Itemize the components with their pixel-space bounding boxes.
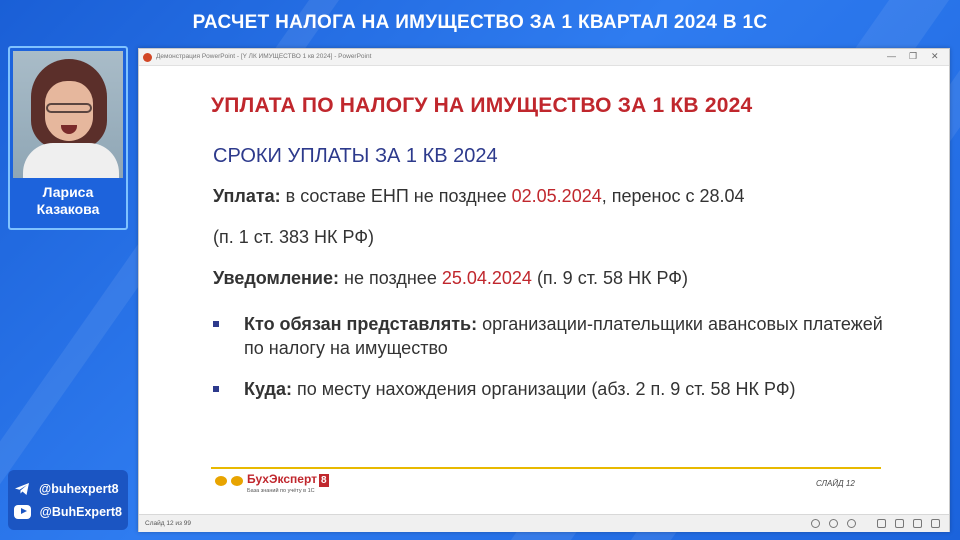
- logo-brand-number: 8: [321, 475, 327, 486]
- bullet-label: Кто обязан представлять:: [244, 314, 478, 334]
- bullet-text: по месту нахождения организации (абз. 2 п. 9 ст. 58 НК РФ): [291, 379, 796, 399]
- bullet-square-icon: [213, 386, 219, 392]
- presenter-name: [10, 184, 126, 218]
- payment-note: , перенос с 28.04: [601, 186, 745, 206]
- logo-brand-name: БухЭксперт: [247, 472, 317, 486]
- logo-tagline: База знаний по учёту в 1С: [247, 488, 315, 494]
- slide-number: СЛАЙД 12: [816, 479, 855, 488]
- slide-counter: Слайд 12 из 99: [145, 520, 192, 527]
- presenter-first-name: Лариса: [42, 184, 94, 200]
- youtube-icon: [14, 505, 31, 519]
- telegram-handle: @buhexpert8: [39, 481, 119, 496]
- window-title: Демонстрация PowerPoint - [Y ЛК ИМУЩЕСТВО 1 кв 2024] - PowerPoint: [156, 53, 372, 60]
- previous-slide-button[interactable]: [811, 519, 820, 528]
- notice-reference: (п. 9 ст. 58 НК РФ): [531, 268, 688, 288]
- status-bar: [139, 514, 949, 532]
- slide-subheading: СРОКИ УПЛАТЫ ЗА 1 КВ 2024: [213, 145, 498, 167]
- payment-line: [213, 186, 745, 207]
- reference-line: (п. 1 ст. 383 НК РФ): [213, 227, 375, 247]
- slide-sorter-button[interactable]: [895, 519, 904, 528]
- telegram-icon: [14, 481, 30, 497]
- minimize-button[interactable]: —: [887, 51, 896, 61]
- powerpoint-window: [138, 48, 950, 532]
- social-links: [8, 470, 128, 530]
- next-slide-button[interactable]: [847, 519, 856, 528]
- telegram-link[interactable]: [14, 477, 122, 500]
- page-title: РАСЧЕТ НАЛОГА НА ИМУЩЕСТВО ЗА 1 КВАРТАЛ 2024 В 1С: [192, 12, 768, 33]
- presenter-last-name: Казакова: [36, 201, 100, 217]
- notice-text: не позднее: [339, 268, 442, 288]
- payment-date: 02.05.2024: [511, 186, 602, 206]
- youtube-link[interactable]: [14, 500, 122, 523]
- restore-button[interactable]: ❐: [909, 51, 918, 61]
- reading-view-button[interactable]: [913, 519, 922, 528]
- close-button[interactable]: ✕: [931, 51, 939, 61]
- buhexpert-logo: [215, 473, 329, 497]
- youtube-handle: @BuhExpert8: [39, 504, 122, 519]
- payment-label: Уплата:: [213, 186, 281, 206]
- slide-heading: УПЛАТА ПО НАЛОГУ НА ИМУЩЕСТВО ЗА 1 КВ 2024: [211, 94, 753, 117]
- bullet-square-icon: [213, 321, 219, 327]
- owl-logo-icon: [215, 476, 243, 488]
- slide: [139, 66, 949, 514]
- payment-text: в составе ЕНП не позднее: [280, 186, 512, 206]
- notice-line: [213, 268, 688, 289]
- window-titlebar: [139, 49, 949, 66]
- notice-date: 25.04.2024: [441, 268, 532, 288]
- menu-button[interactable]: [829, 519, 838, 528]
- footer-divider: [211, 467, 881, 469]
- presenter-panel: [8, 46, 128, 230]
- normal-view-button[interactable]: [877, 519, 886, 528]
- notice-label: Уведомление:: [213, 268, 339, 288]
- bullet-label: Куда:: [244, 379, 292, 399]
- bullet-text: организации-плательщики авансовых платежей по налогу на имущество: [244, 314, 883, 358]
- slideshow-button[interactable]: [931, 519, 940, 528]
- powerpoint-icon: [143, 53, 152, 62]
- presenter-video: [13, 51, 123, 178]
